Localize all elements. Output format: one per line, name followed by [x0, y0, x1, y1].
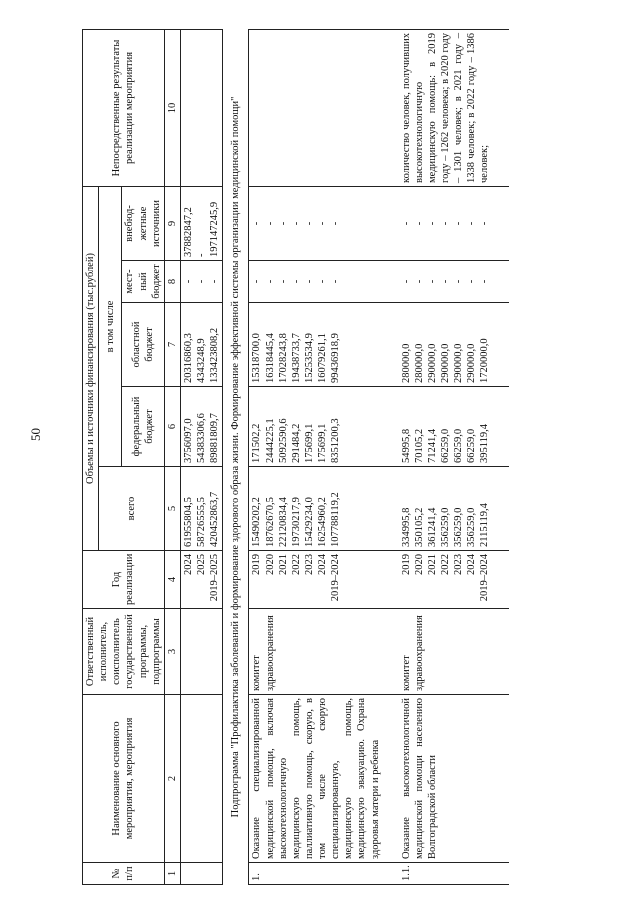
table-row — [399, 29, 493, 884]
col-number: 3 — [164, 609, 180, 695]
col-num-header: № п/п — [83, 863, 165, 885]
mest-cell: - - - - - - - — [249, 261, 383, 303]
total-cell: 15490202,2 18762670,5 22120834,4 19730217,9 15429234,0 16254960,2 107788119,2 — [249, 467, 383, 551]
col-number: 8 — [164, 261, 180, 303]
col-year-header: Год реализации — [83, 551, 165, 609]
table-row — [249, 29, 383, 884]
years-cell: 2024 2025 2019–2025 — [180, 551, 222, 609]
vneb-cell: - - - - - - - — [249, 186, 383, 260]
col-number: 4 — [164, 551, 180, 609]
mest-cell: - - - - - - - — [399, 261, 493, 303]
executor: комитет здравоохранения — [249, 609, 383, 695]
fed-cell: 3756097,0 54383306,6 89881809,7 — [180, 387, 222, 467]
years-cell: 2019 2020 2021 2022 2023 2024 2019–2024 — [249, 551, 383, 609]
mest-header: мест-ный бюджет — [122, 261, 164, 303]
page-number: 50 — [28, 428, 43, 441]
fed-cell: 171502,2 2444225,1 5092590,6 291484,2 175699,1 175699,1 8351200,3 — [249, 387, 383, 467]
col-number: 7 — [164, 303, 180, 387]
table-row — [180, 29, 222, 884]
total-cell: 334995,8 350105,2 361241,4 356259,0 356259,0 356259,0 2115119,4 — [399, 467, 493, 551]
row-number: 1. — [249, 863, 383, 885]
subprogram-title: Подпрограмма "Профилактика заболеваний и формирование здорового образа жизни. Формирование эффективной системы организации медицинской помощи" — [223, 29, 249, 884]
obl-header: областной бюджет — [122, 303, 164, 387]
finance-header: Объемы и источники финансирования (тыс.рублей) — [83, 186, 99, 550]
measure-name: Оказание специализированной медицинской помощи, включая высокотехнологичную медицинскую помощь, паллиативную помощь, скорую, в том числе скорую специализированную, медицинскую помощь, медицинскую эвакуацию. Охрана здоровья матери и ребенка — [249, 695, 383, 863]
col-number: 5 — [164, 467, 180, 551]
col-number: 10 — [164, 29, 180, 186]
financing-table — [82, 29, 509, 885]
total-cell: 61955804,5 58726555,5 420452863,7 — [180, 467, 222, 551]
obl-cell: 20316860,3 4343248,9 133423808,2 — [180, 303, 222, 387]
mest-cell: - - - — [180, 261, 222, 303]
incl-header: в том числе — [99, 186, 122, 466]
vneb-header: внебюд-жетные источники — [122, 186, 164, 260]
col-exec-header: Ответственный исполнитель, соисполнитель государственной программы, подпрограммы — [83, 609, 165, 695]
vneb-cell: - - - - - - - — [399, 186, 493, 260]
col-number: 1 — [164, 863, 180, 885]
obl-cell: 15318700,0 16318445,4 17028243,8 19438733,7 15253534,9 16079261,1 99436918,9 — [249, 303, 383, 387]
measure-name: Оказание высокотехнологичной медицинской помощи населению Волгоградской области — [399, 695, 493, 863]
years-cell: 2019 2020 2021 2022 2023 2024 2019–2024 — [399, 551, 493, 609]
column-numbers-row — [164, 29, 180, 884]
fed-cell: 54995,8 70105,2 71241,4 66259,0 66259,0 66259,0 395119,4 — [399, 387, 493, 467]
col-number: 6 — [164, 387, 180, 467]
vneb-cell: 37882847,2 - 197147245,9 — [180, 186, 222, 260]
rotated-table-page — [82, 30, 602, 885]
col-number: 9 — [164, 186, 180, 260]
row-number: 1.1. — [399, 863, 493, 885]
col-result-header: Непосредственные результаты реализации мероприятия — [83, 29, 165, 186]
fed-header: федеральный бюджет — [122, 387, 164, 467]
col-name-header: Наименование основного мероприятия, мероприятия — [83, 695, 165, 863]
result-text: количество человек, получивших высокотехнологичную медицинскую помощь: в 2019 году – 1262 человека; в 2020 году – 1301 человек; в 2021 году – 1338 человек; в 2022 году – 1386 человек; — [399, 29, 493, 186]
obl-cell: 280000,0 280000,0 290000,0 290000,0 290000,0 290000,0 1720000,0 — [399, 303, 493, 387]
col-number: 2 — [164, 695, 180, 863]
executor: комитет здравоохранения — [399, 609, 493, 695]
total-header: всего — [99, 467, 165, 551]
